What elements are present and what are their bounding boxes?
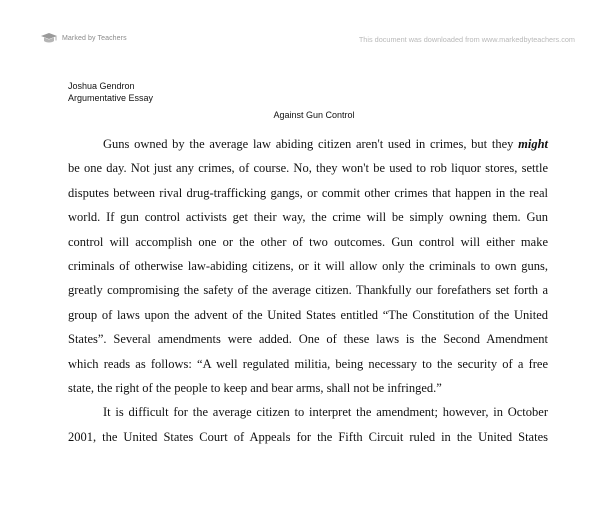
graduation-cap-icon	[40, 32, 58, 44]
download-notice[interactable]: This document was downloaded from www.markedbyteachers.com	[358, 35, 575, 44]
paragraph-1-line-1	[68, 132, 548, 156]
brand-name: Marked by Teachers	[62, 34, 127, 42]
paragraph-1-line-8: group of laws upon the advent of the United States entitled “The Constitution of the United	[68, 307, 548, 322]
essay-title-text: Against Gun Control	[273, 110, 355, 120]
paragraph-1-line-7: greatly compromising the safety of the average citizen. Thankfully our forefathers set forth a	[68, 283, 548, 298]
essay-type: Argumentative Essay	[68, 93, 154, 103]
emphasis-might: might	[518, 137, 548, 151]
page-header	[0, 0, 612, 60]
paragraph-1-line-9: States”. Several amendments were added. One of these laws is the Second Amendment	[68, 332, 548, 347]
paragraph-1-line-6: criminals of otherwise law-abiding citizens, or it will allow only the criminals to own guns,	[68, 258, 548, 273]
paragraph-1-line-4: world. If gun control activists get their way, the crime will be simply owning them. Gun	[68, 210, 548, 225]
paragraph-1-line-5: control will accomplish one or the other of two outcomes. Gun control will either make	[68, 234, 548, 249]
paragraph-1-line-10: which reads as follows: “A well regulated militia, being necessary to the security of a free	[68, 356, 548, 371]
paragraph-2-line-2: 2001, the United States Court of Appeals for the Fifth Circuit ruled in the United States	[68, 429, 548, 444]
paragraph-1-line-1-text: Guns owned by the average law abiding citizen aren't used in crimes, but they	[103, 137, 519, 151]
author-name: Joshua Gendron	[68, 81, 135, 91]
essay-title	[0, 110, 612, 120]
paragraph-1-line-2: be one day. Not just any crimes, of course. No, they won't be used to rob liquor stores, settle	[68, 161, 548, 176]
essay-meta	[68, 80, 153, 104]
essay-body	[68, 132, 548, 449]
brand-logo[interactable]	[40, 32, 127, 44]
paragraph-1-line-11: state, the right of the people to keep and bear arms, shall not be infringed.”	[68, 380, 442, 395]
paragraph-1-line-3: disputes between rival drug-trafficking gangs, or commit other crimes that happen in the real	[68, 185, 548, 200]
paragraph-2-line-1: It is difficult for the average citizen to interpret the amendment; however, in October	[103, 405, 548, 420]
